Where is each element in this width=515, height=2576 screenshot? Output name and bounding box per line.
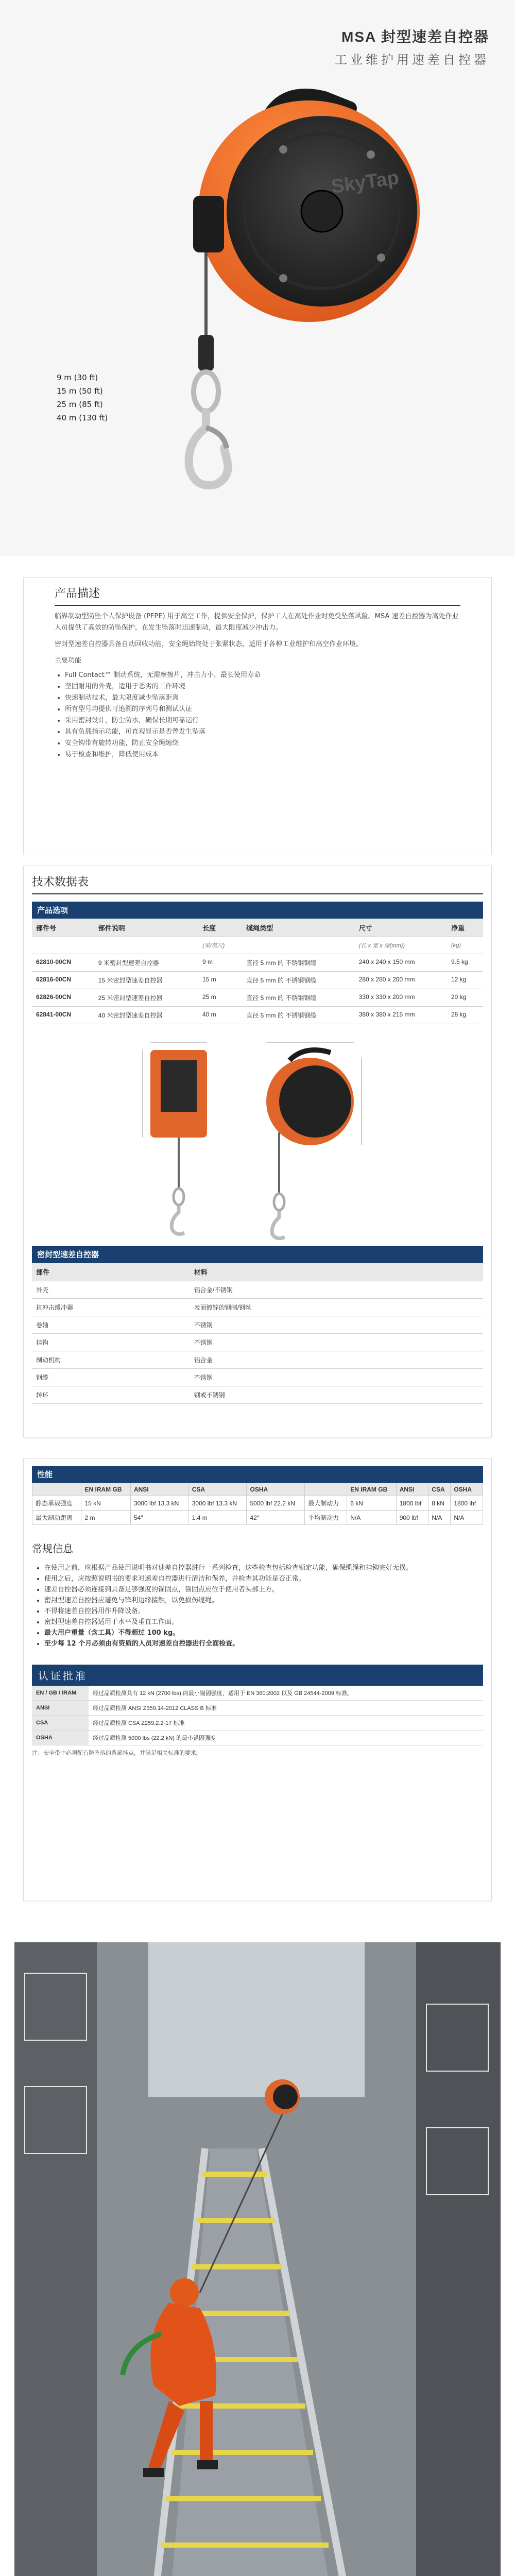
cable-type: 直径 5 mm 的 不锈钢钢缆 bbox=[242, 972, 354, 989]
col-subheader bbox=[242, 937, 354, 954]
col-header: 部件 bbox=[32, 1263, 190, 1281]
tech-title: 技术数据表 bbox=[32, 866, 483, 894]
size-item: 25 m (85 ft) bbox=[57, 400, 103, 409]
feature-item: • 坚固耐用的外壳，适用于恶劣的工作环境 bbox=[65, 681, 460, 692]
dimensions: 330 x 330 x 200 mm bbox=[355, 989, 447, 1007]
table-row bbox=[32, 1281, 483, 1299]
options-table bbox=[32, 919, 483, 1024]
device-illustration bbox=[129, 88, 448, 489]
col-header: ANSI bbox=[396, 1483, 428, 1496]
part-number: 62841-00CN bbox=[32, 1007, 94, 1024]
materials-table-title: 密封型速差自控器 bbox=[32, 1246, 483, 1263]
cell: 3000 lbf 13.3 kN bbox=[188, 1496, 247, 1511]
cell: 静态承载强度 bbox=[32, 1496, 81, 1511]
dimensions: 380 x 380 x 215 mm bbox=[355, 1007, 447, 1024]
col-subheader: (kg) bbox=[447, 937, 483, 954]
col-subheader: (长 x 宽 x 深(mm)) bbox=[355, 937, 447, 954]
part-number: 62826-00CN bbox=[32, 989, 94, 1007]
table-row bbox=[32, 1299, 483, 1316]
feature-item: • 具有负载指示功能，可直观显示是否曾发生坠落 bbox=[65, 726, 460, 738]
feature-item: • 快速制动技术，最大限度减少坠落距离 bbox=[65, 692, 460, 704]
material: 钢或不锈钢 bbox=[190, 1386, 483, 1404]
table-row bbox=[32, 1369, 483, 1386]
cell: N/A bbox=[428, 1511, 451, 1525]
features-list bbox=[65, 670, 460, 760]
standard-desc: 经过品质检测 5000 lbs (22.2 kN) 的最小锚固强度 bbox=[89, 1731, 483, 1745]
materials-table bbox=[32, 1263, 483, 1404]
usage-photo-section bbox=[0, 1942, 515, 2576]
component: 挂钩 bbox=[32, 1334, 190, 1351]
part-number: 62816-00CN bbox=[32, 972, 94, 989]
col-header bbox=[32, 1483, 81, 1496]
length: 25 m bbox=[198, 989, 242, 1007]
standards-card bbox=[23, 1458, 492, 1901]
col-header: 部件说明 bbox=[94, 919, 198, 937]
table-row bbox=[32, 954, 483, 972]
col-header: 净重 bbox=[447, 919, 483, 937]
table-row bbox=[32, 1716, 483, 1731]
component: 钢缆 bbox=[32, 1369, 190, 1386]
size-item: 40 m (130 ft) bbox=[57, 413, 108, 422]
cable-type: 直径 5 mm 的 不锈钢钢缆 bbox=[242, 954, 354, 972]
description-paragraph: 密封型速差自控器具备自动回收功能，安全绳始终处于张紧状态，适用于各种工业维护和高空作业环境。 bbox=[55, 640, 363, 648]
standard-desc: 经过品质检测具有 12 kN (2700 lbs) 的最小锚固强度，适用于 EN 360:2002 以及 GB 24544-2009 标准。 bbox=[89, 1686, 483, 1701]
cell: 1.4 m bbox=[188, 1511, 247, 1525]
feature-item: • 所有型号均提供可追溯的序列号和测试认证 bbox=[65, 704, 460, 715]
component: 卷轴 bbox=[32, 1316, 190, 1334]
usage-photo bbox=[14, 1942, 501, 2576]
guide-item: • 在使用之前，应根据产品使用说明书对速差自控器进行一系列检查，这些检查包括检查锁定功能，确保缆绳和挂钩完好无损。 bbox=[44, 1563, 483, 1573]
table-row bbox=[32, 972, 483, 989]
table-row bbox=[32, 1334, 483, 1351]
standard-name: CSA bbox=[32, 1716, 89, 1731]
table-row bbox=[32, 1007, 483, 1024]
col-header: 材料 bbox=[190, 1263, 483, 1281]
col-header: 长度 bbox=[198, 919, 242, 937]
cell: N/A bbox=[347, 1511, 396, 1525]
dimensions: 280 x 280 x 200 mm bbox=[355, 972, 447, 989]
cell: 5000 lbf 22.2 kN bbox=[247, 1496, 305, 1511]
material: 铝合金 bbox=[190, 1351, 483, 1369]
guide-list bbox=[44, 1563, 483, 1649]
hero-title-block bbox=[335, 26, 489, 67]
col-header: 部件号 bbox=[32, 919, 94, 937]
cell: 最大制动力 bbox=[305, 1496, 347, 1511]
cell: 平均制动力 bbox=[305, 1511, 347, 1525]
feature-item: • 易于检查和维护，降低使用成本 bbox=[65, 749, 460, 760]
product-dimension-images bbox=[32, 1024, 483, 1246]
table-row bbox=[32, 1731, 483, 1745]
part-desc: 25 米密封型速差自控器 bbox=[94, 989, 198, 1007]
table-row bbox=[32, 1316, 483, 1334]
description-section bbox=[0, 562, 515, 866]
cell: N/A bbox=[451, 1511, 483, 1525]
standards-section bbox=[0, 1448, 515, 1901]
cable-type: 直径 5 mm 的 不锈钢钢缆 bbox=[242, 1007, 354, 1024]
standard-name: OSHA bbox=[32, 1731, 89, 1745]
features-title: 主要功能 bbox=[55, 657, 82, 665]
table-row bbox=[32, 1386, 483, 1404]
col-subheader bbox=[32, 937, 94, 954]
options-table-title: 产品选项 bbox=[32, 902, 483, 919]
guide-item: • 至少每 12 个月必须由有资质的人员对速差自控器进行全面检查。 bbox=[44, 1638, 483, 1649]
standard-desc: 经过品质检测 CSA Z259.2.2-17 标准 bbox=[89, 1716, 483, 1731]
part-desc: 15 米密封型速差自控器 bbox=[94, 972, 198, 989]
approvals-footnote: 注：安全带中必须配有防坠落的背部挂点，并满足相关标准的要求。 bbox=[32, 1750, 202, 1756]
col-header: EN IRAM GB bbox=[347, 1483, 396, 1496]
device-brand-text: SkyTap bbox=[330, 166, 401, 198]
col-header: ANSI bbox=[130, 1483, 188, 1496]
cell: 1800 lbf bbox=[396, 1496, 428, 1511]
feature-item: • Full Contact™ 制动系统，无需摩擦片，冲击力小，最长使用寿命 bbox=[65, 670, 460, 681]
dimension-drawings bbox=[32, 1024, 484, 1246]
component: 转环 bbox=[32, 1386, 190, 1404]
guide-item: • 密封型速差自控器应避免与锋利边缘接触，以免损伤缆绳。 bbox=[44, 1595, 483, 1606]
tech-card bbox=[23, 866, 492, 1437]
guide-item: • 不得将速差自控器用作升降设备。 bbox=[44, 1606, 483, 1617]
guide-item: • 使用之后，应按照说明书的要求对速差自控器进行清洁和保养，并检查其功能是否正常。 bbox=[44, 1573, 483, 1584]
component: 制动机构 bbox=[32, 1351, 190, 1369]
guide-item: • 密封型速差自控器适用于水平及垂直工作面。 bbox=[44, 1617, 483, 1628]
net-weight: 28 kg bbox=[447, 1007, 483, 1024]
table-row bbox=[32, 989, 483, 1007]
col-header: 尺寸 bbox=[355, 919, 447, 937]
feature-item: • 安全钩带有旋转功能，防止安全绳缠绕 bbox=[65, 738, 460, 749]
table-row bbox=[32, 1351, 483, 1369]
col-header: CSA bbox=[188, 1483, 247, 1496]
performance-title: 性能 bbox=[32, 1466, 483, 1483]
performance-table bbox=[32, 1483, 483, 1525]
size-list bbox=[57, 371, 108, 425]
part-desc: 40 米密封型速差自控器 bbox=[94, 1007, 198, 1024]
description-title: 产品描述 bbox=[55, 578, 460, 606]
material: 不锈钢 bbox=[190, 1334, 483, 1351]
product-title: MSA 封型速差自控器 bbox=[341, 29, 489, 45]
part-number: 62810-00CN bbox=[32, 954, 94, 972]
col-subheader bbox=[94, 937, 198, 954]
cell: 1800 lbf bbox=[451, 1496, 483, 1511]
component: 外壳 bbox=[32, 1281, 190, 1299]
cell: 3000 lbf 13.3 kN bbox=[130, 1496, 188, 1511]
description-card bbox=[23, 577, 492, 855]
material: 表面镀锌的钢制/钢丝 bbox=[190, 1299, 483, 1316]
approvals-title: 认证批准 bbox=[32, 1665, 483, 1686]
approvals-table bbox=[32, 1686, 483, 1745]
table-row bbox=[32, 1496, 483, 1511]
col-header: OSHA bbox=[451, 1483, 483, 1496]
col-header: CSA bbox=[428, 1483, 451, 1496]
guide-item: • 最大用户重量（含工具）不得超过 100 kg。 bbox=[44, 1628, 483, 1638]
table-row bbox=[32, 1701, 483, 1716]
description-paragraph: 临界制动型防坠个人保护设备 (PFPE) 用于高空工作，提供安全保护，保护工人在高处作业时免受坠落风险。MSA 速差自控器为高处作业人员提供了高效的防坠保护，在发生坠落时迅速制动，最大限度减少冲击力。 bbox=[55, 613, 459, 632]
size-item: 15 m (50 ft) bbox=[57, 386, 103, 396]
net-weight: 12 kg bbox=[447, 972, 483, 989]
standard-name: EN / GB / IRAM bbox=[32, 1686, 89, 1701]
cell: 6 kN bbox=[347, 1496, 396, 1511]
cell: 900 lbf bbox=[396, 1511, 428, 1525]
material: 铝合金/不锈钢 bbox=[190, 1281, 483, 1299]
guide-title: 常规信息 bbox=[32, 1543, 73, 1555]
col-subheader: (米/英尺) bbox=[198, 937, 242, 954]
cell: 2 m bbox=[81, 1511, 130, 1525]
cell: 42" bbox=[247, 1511, 305, 1525]
table-row bbox=[32, 1511, 483, 1525]
col-header: OSHA bbox=[247, 1483, 305, 1496]
dimensions: 240 x 240 x 150 mm bbox=[355, 954, 447, 972]
cable-type: 直径 5 mm 的 不锈钢钢缆 bbox=[242, 989, 354, 1007]
col-header: 缆绳类型 bbox=[242, 919, 354, 937]
material: 不锈钢 bbox=[190, 1369, 483, 1386]
component: 抗冲击缓冲器 bbox=[32, 1299, 190, 1316]
col-header: EN IRAM GB bbox=[81, 1483, 130, 1496]
guide-item: • 速差自控器必须连接到具备足够强度的锚固点，锚固点应位于使用者头部上方。 bbox=[44, 1584, 483, 1595]
length: 40 m bbox=[198, 1007, 242, 1024]
hero-section bbox=[0, 0, 515, 556]
material: 不锈钢 bbox=[190, 1316, 483, 1334]
cell: 最大制动距离 bbox=[32, 1511, 81, 1525]
net-weight: 9.5 kg bbox=[447, 954, 483, 972]
length: 15 m bbox=[198, 972, 242, 989]
product-subtitle: 工业维护用速差自控器 bbox=[335, 53, 489, 67]
length: 9 m bbox=[198, 954, 242, 972]
tech-section bbox=[0, 855, 515, 1448]
net-weight: 20 kg bbox=[447, 989, 483, 1007]
feature-item: • 采用密封设计，防尘防水，确保长期可靠运行 bbox=[65, 715, 460, 726]
cell: 54" bbox=[130, 1511, 188, 1525]
col-header bbox=[305, 1483, 347, 1496]
cell: 8 kN bbox=[428, 1496, 451, 1511]
part-desc: 9 米密封型速差自控器 bbox=[94, 954, 198, 972]
standard-name: ANSI bbox=[32, 1701, 89, 1716]
cell: 15 kN bbox=[81, 1496, 130, 1511]
standard-desc: 经过品质检测 ANSI Z359.14-2012 CLASS B 标准 bbox=[89, 1701, 483, 1716]
size-item: 9 m (30 ft) bbox=[57, 373, 98, 382]
table-row bbox=[32, 1686, 483, 1701]
